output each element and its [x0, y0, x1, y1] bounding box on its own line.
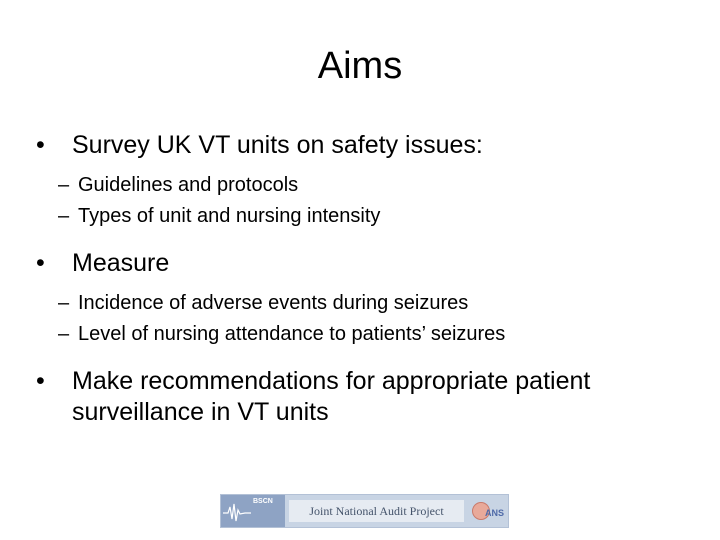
ans-logo [468, 495, 508, 527]
sub-bullet-marker: – [58, 292, 70, 314]
sub-bullet-list [58, 172, 696, 230]
slide-title: Aims [317, 45, 403, 87]
bullet-item [36, 130, 696, 161]
bullet-marker: • [36, 131, 45, 159]
sub-bullet-item [58, 172, 696, 199]
bullet-list [36, 130, 696, 428]
eeg-wave-icon [223, 501, 251, 523]
ans-label: ANS [485, 508, 505, 518]
sub-bullet-list [58, 290, 696, 348]
bullet-text: Survey UK VT units on safety issues: [72, 131, 483, 159]
bullet-marker: • [36, 249, 45, 277]
bullet-item [36, 366, 696, 428]
sub-bullet-text: Incidence of adverse events during seizures [78, 292, 469, 314]
bscn-logo [221, 495, 285, 527]
jnap-label: Joint National Audit Project [289, 500, 464, 522]
bscn-label: BSCN [253, 498, 273, 505]
sub-bullet-item [58, 290, 696, 317]
sub-bullet-marker: – [58, 323, 70, 345]
sub-bullet-item [58, 321, 696, 348]
bullet-marker: • [36, 367, 45, 395]
sub-bullet-marker: – [58, 174, 70, 196]
bullet-text: Measure [72, 249, 170, 277]
bullet-item [36, 248, 696, 279]
sub-bullet-text: Guidelines and protocols [78, 174, 299, 196]
bullet-text: Make recommendations for appropriate patient surveillance in VT units [72, 367, 591, 426]
sub-bullet-text: Types of unit and nursing intensity [78, 205, 381, 227]
sub-bullet-item [58, 203, 696, 230]
sub-bullet-marker: – [58, 205, 70, 227]
footer-logo-banner [220, 494, 509, 528]
sub-bullet-text: Level of nursing attendance to patients’ seizures [78, 323, 506, 345]
